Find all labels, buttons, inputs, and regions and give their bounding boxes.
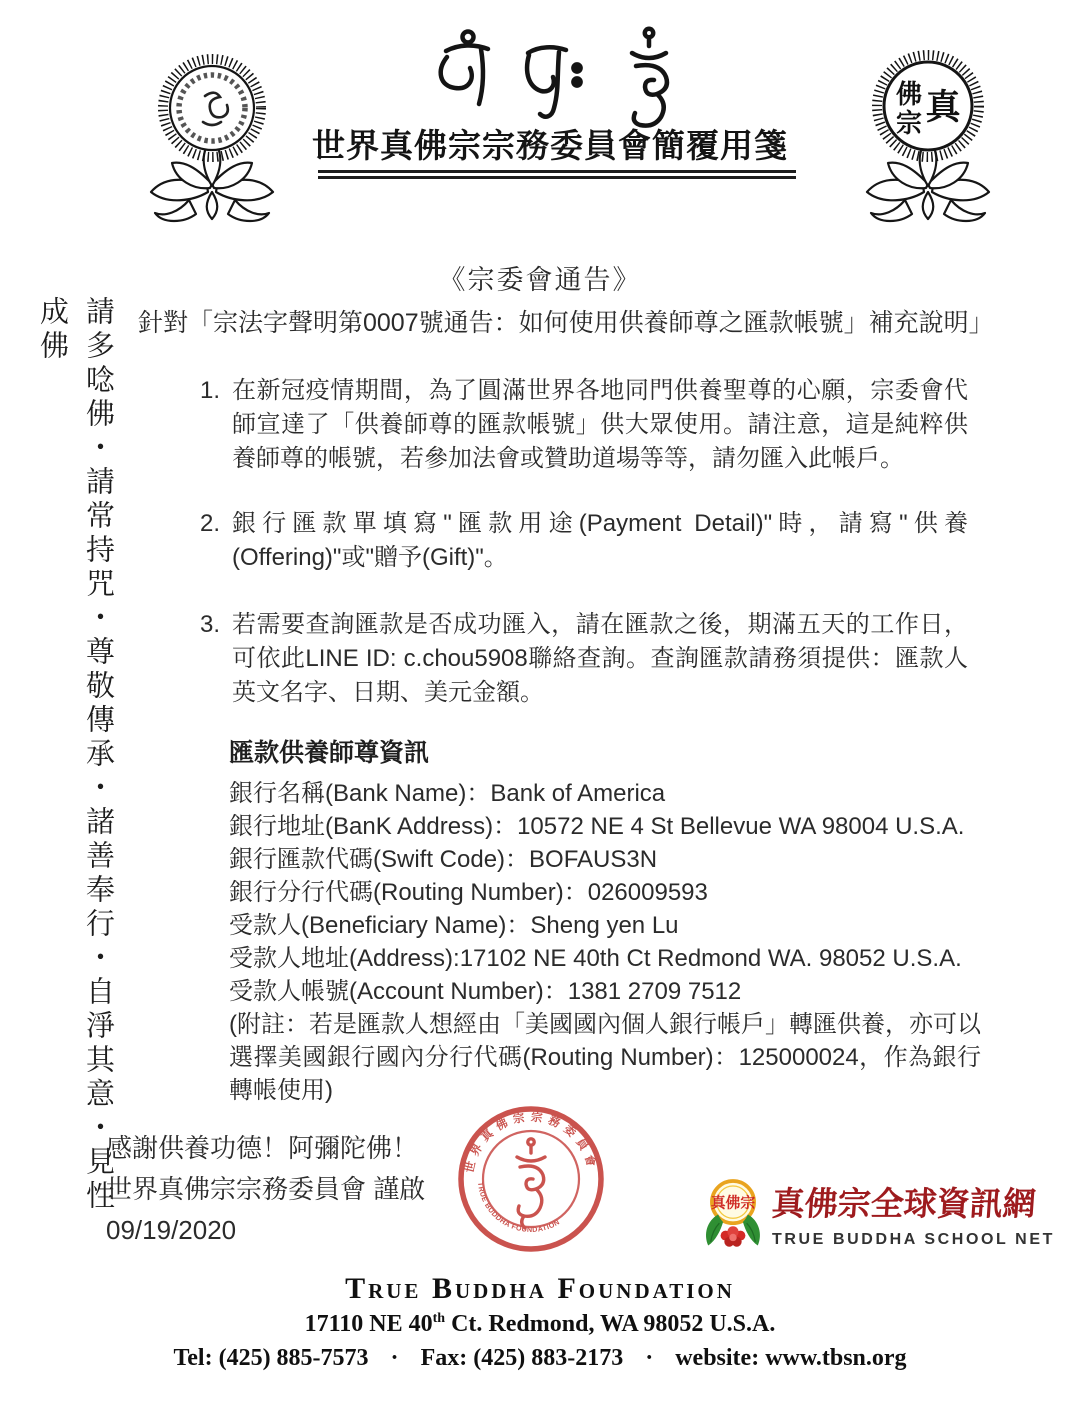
- item-number: 2.: [200, 510, 221, 537]
- footer-tel: Tel: (425) 885-7573: [173, 1345, 369, 1371]
- footer-separator: ·: [645, 1345, 654, 1371]
- bank-info-block: [229, 737, 981, 1107]
- om-ah-hum-mantra-icon: [428, 24, 678, 130]
- tbsn-english-name: TRUE BUDDHA SCHOOL NET: [772, 1231, 1055, 1248]
- beneficiary-name-line: 受款人(Beneficiary Name)：Sheng yen Lu: [229, 912, 679, 939]
- closing-signature: 世界真佛宗宗務委員會 謹啟: [106, 1174, 426, 1204]
- notice-item-2: [200, 507, 968, 575]
- swift-code-line: 銀行匯款代碼(Swift Code)：BOFAUS3N: [229, 846, 658, 873]
- footer-address: [0, 1311, 1080, 1338]
- letterhead-double-rule: [318, 170, 796, 179]
- tbsn-emblem-chars: 真佛宗: [710, 1193, 756, 1212]
- account-number-line: 受款人帳號(Account Number)：1381 2709 7512: [229, 978, 742, 1005]
- footer-website: website: www.tbsn.org: [675, 1345, 907, 1371]
- tbsn-emblem-icon: [702, 1176, 764, 1258]
- closing-block: [106, 1128, 425, 1251]
- tbsn-logo: [702, 1176, 1055, 1258]
- item-number: 1.: [200, 377, 221, 404]
- item-text: 銀行匯款單填寫"匯款用途(Payment Detail)"時，請寫"供養(Offering)"或"贈予(Gift)"。: [232, 510, 968, 571]
- footer-address-rest: Ct. Redmond, WA 98052 U.S.A.: [445, 1311, 776, 1337]
- lotus-mandala-emblem-left-icon: [137, 50, 287, 235]
- emblem-char-zong: 宗: [895, 109, 923, 139]
- item-text: 若需要查詢匯款是否成功匯入，請在匯款之後，期滿五天的工作日，可依此LINE ID: c.chou5908聯絡查詢。查詢匯款請務須提供：匯款人英文名字、日期、美元金額。: [232, 611, 968, 706]
- stamp-arc-top-text: 世界真佛宗宗務委員會: [463, 1111, 598, 1175]
- lotus-flower-icon: [721, 1226, 746, 1246]
- stamp-seed-syllable-icon: [517, 1139, 545, 1228]
- footer-org-name: True Buddha Foundation: [345, 1272, 735, 1305]
- side-motto-vertical: 請多唸佛・請常持咒・尊敬傳承・諸善奉行・自淨其意・見性成佛: [36, 296, 116, 1214]
- notice-subtitle: 針對「宗法字聲明第0007號通告：如何使用供養師尊之匯款帳號」補充說明」: [138, 309, 994, 337]
- notice-item-1: [200, 374, 968, 476]
- footer-contact-line: [0, 1345, 1080, 1372]
- closing-date: 09/19/2020: [106, 1215, 237, 1245]
- footer-address-ordinal: th: [432, 1311, 446, 1326]
- bank-info-heading: 匯款供養師尊資訊: [229, 739, 430, 767]
- routing-number-line: 銀行分行代碼(Routing Number)：026009593: [229, 879, 708, 906]
- notice-item-3: [200, 608, 968, 710]
- tbsn-chinese-calligraphy: 真佛宗全球資訊網: [770, 1184, 1038, 1223]
- footer-fax: Fax: (425) 883-2173: [420, 1345, 624, 1371]
- emblem-char-fo: 佛: [895, 80, 923, 110]
- footer-address-main: 17110 NE 40: [304, 1311, 433, 1337]
- emblem-char-zhen: 真: [925, 87, 961, 128]
- true-buddha-school-emblem-right-icon: [846, 46, 1011, 236]
- footer-block: [0, 1272, 1080, 1372]
- bank-note: (附註：若是匯款人想經由「美國國內個人銀行帳戶」轉匯供養，亦可以選擇美國銀行國內分行代碼(Routing Number)：125000024，作為銀行轉帳使用): [229, 1011, 981, 1104]
- beneficiary-address-line: 受款人地址(Address):17102 NE 40th Ct Redmond WA. 98052 U.S.A.: [229, 945, 962, 972]
- bank-address-line: 銀行地址(BanK Address)：10572 NE 4 St Bellevue WA 98004 U.S.A.: [229, 813, 965, 840]
- true-buddha-foundation-stamp-icon: [456, 1104, 606, 1254]
- bank-name-line: 銀行名稱(Bank Name)：Bank of America: [229, 780, 666, 807]
- item-number: 3.: [200, 611, 221, 638]
- stamp-arc-bottom-text: TRUE BUDDHA FOUNDATION: [476, 1181, 562, 1235]
- notice-title: 《宗委會通告》: [438, 265, 642, 295]
- closing-thanks: 感謝供養功德！阿彌陀佛！: [106, 1133, 419, 1163]
- letterhead-title: 世界真佛宗宗務委員會簡覆用箋: [312, 126, 788, 165]
- footer-separator: ·: [390, 1345, 399, 1371]
- item-text: 在新冠疫情期間，為了圓滿世界各地同門供養聖尊的心願，宗委會代師宣達了「供養師尊的匯款帳號」供大眾使用。請注意，這是純粹供養師尊的帳號，若參加法會或贊助道場等等，請勿匯入此帳戶。: [232, 377, 968, 472]
